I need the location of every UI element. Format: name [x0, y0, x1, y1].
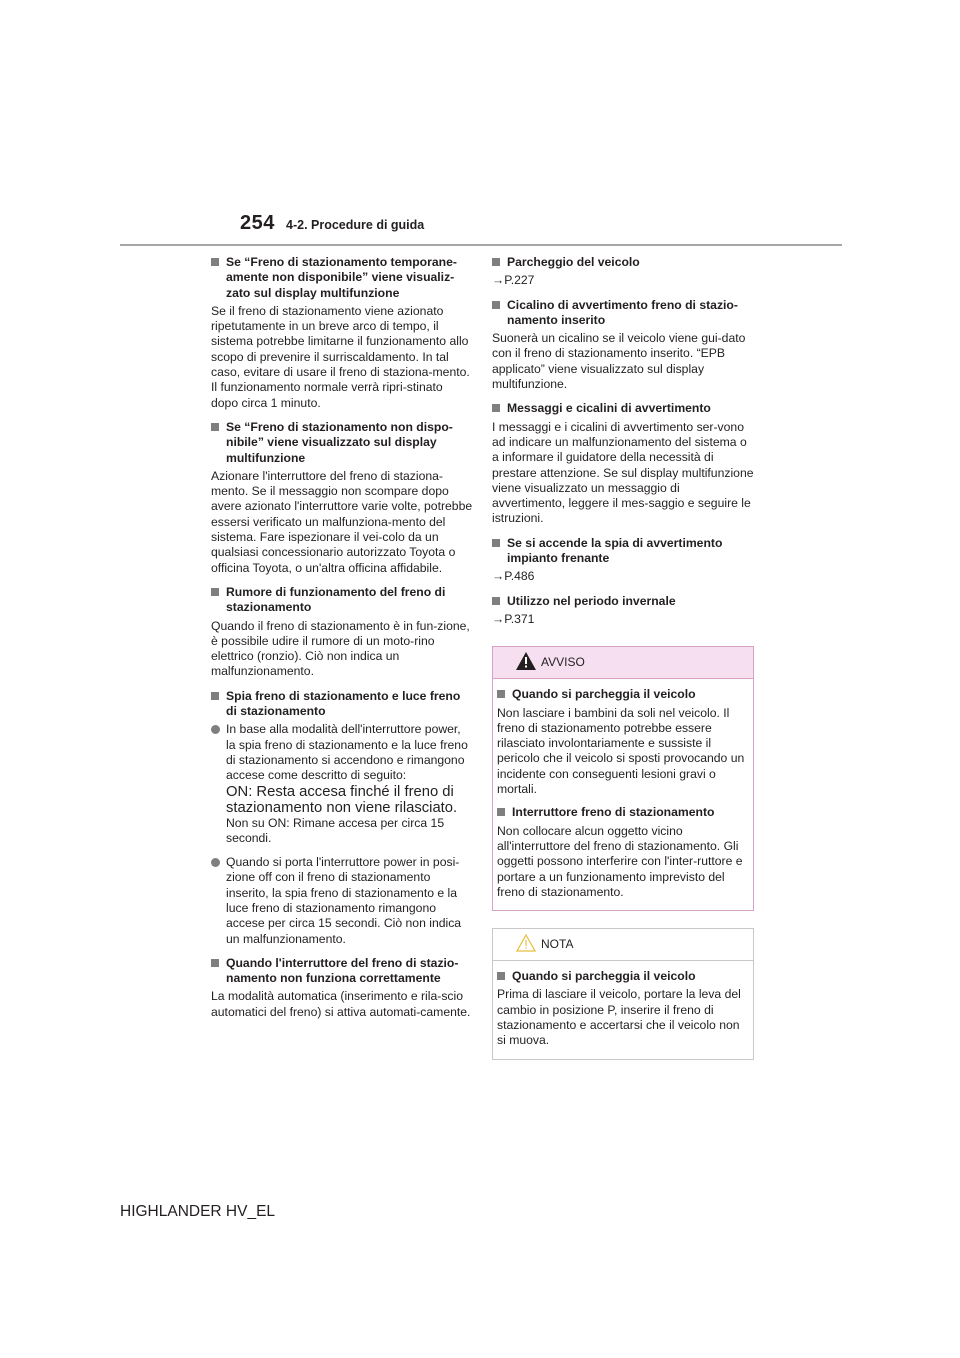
square-bullet-icon: [211, 588, 219, 596]
nota-label: NOTA: [541, 937, 574, 952]
section-heading: Rumore di funzionamento del freno di stazionamento: [211, 585, 473, 616]
bullet-item: Quando si porta l'interruttore power in posi-zione off con il freno di stazionamento inserito, la spia freno di stazionamento e la luce freno di stazionamento rimangono accese per circa 15 secondi. Ciò non indica un malfunzionamento.: [211, 855, 473, 947]
paragraph: Azionare l'interruttore del freno di staziona-mento. Se il messaggio non scompare dopo avere azionato l'interruttore varie volte, potrebbe essersi verificato un malfunziona-mento del sistema. Fare ispezionare il vei-colo da un qualsiasi concessionario autorizzato Toyota o officina Toyota, o un'altra officina affidabile.: [211, 468, 473, 575]
paragraph: I messaggi e i cicalini di avvertimento ser-vono ad indicare un malfunzionamento del sistema o a informare il guidatore della necessità di prestare attenzione. Se sul display multifunzione viene visualizzato un messaggio di avvertimento, leggere il mes-saggio e seguire le istruzioni.: [492, 419, 754, 526]
section-heading: Parcheggio del veicolo: [492, 255, 754, 270]
footer-model: HIGHLANDER HV_EL: [120, 1203, 276, 1220]
section-heading: Cicalino di avvertimento freno di stazio-namento inserito: [492, 298, 754, 329]
square-bullet-icon: [492, 258, 500, 266]
section-title: 4-2. Procedure di guida: [286, 218, 425, 232]
section-heading: Messaggi e cicalini di avvertimento: [492, 401, 754, 416]
box-heading: Quando si parcheggia il veicolo: [497, 969, 749, 984]
square-bullet-icon: [211, 959, 219, 967]
right-column: [492, 255, 754, 1060]
avviso-box: [492, 646, 754, 911]
box-heading: Interruttore freno di stazionamento: [497, 805, 749, 820]
square-bullet-icon: [492, 539, 500, 547]
header-rule: [120, 244, 842, 246]
section-heading: Utilizzo nel periodo invernale: [492, 594, 754, 609]
warning-triangle-icon: [516, 652, 536, 670]
nota-box: [492, 928, 754, 1059]
box-heading: Quando si parcheggia il veicolo: [497, 687, 749, 702]
avviso-label: AVVISO: [541, 655, 585, 670]
circle-bullet-icon: [211, 858, 220, 867]
circle-bullet-icon: [211, 725, 220, 734]
paragraph: La modalità automatica (inserimento e rila-scio automatici del freno) si attiva automati-camente.: [211, 989, 471, 1019]
paragraph: Quando il freno di stazionamento è in fun-zione, è possibile udire il rumore di un moto-rino elettrico (ronzio). Ciò non indica un malfunzionamento.: [211, 618, 470, 679]
page-reference-link[interactable]: →P.227: [492, 273, 535, 288]
section-heading: Se si accende la spia di avvertimento impianto frenante: [492, 536, 754, 567]
section-heading: Se “Freno di stazionamento non dispo-nibile” viene visualizzato sul display multifunzione: [211, 420, 473, 466]
off-mode-text: Non su ON: Rimane accesa per circa 15 secondi.: [226, 815, 445, 845]
left-column: [211, 255, 473, 1029]
page-reference-link[interactable]: →P.371: [492, 611, 535, 626]
section-heading: Quando l'interruttore del freno di stazio-namento non funziona correttamente: [211, 956, 473, 987]
square-bullet-icon: [211, 692, 219, 700]
square-bullet-icon: [497, 808, 505, 816]
section-heading: Se “Freno di stazionamento temporane-amente non disponibile” viene visualiz-zato sul display multifunzione: [211, 255, 473, 301]
page-reference-link[interactable]: →P.486: [492, 569, 535, 584]
square-bullet-icon: [492, 301, 500, 309]
square-bullet-icon: [492, 597, 500, 605]
square-bullet-icon: [211, 423, 219, 431]
paragraph: Suonerà un cicalino se il veicolo viene gui-dato con il freno di stazionamento inserito. “EPB applicato” viene visualizzato sul display multifunzione.: [492, 331, 746, 392]
caution-triangle-icon: [516, 934, 536, 952]
nota-header: [493, 929, 753, 961]
square-bullet-icon: [497, 690, 505, 698]
avviso-header: [493, 647, 753, 679]
box-paragraph: Prima di lasciare il veicolo, portare la leva del cambio in posizione P, inserire il freno di stazionamento e accertarsi che il veicolo non si muova.: [497, 987, 741, 1048]
bullet-item: In base alla modalità dell'interruttore power, la spia freno di stazionamento e la luce freno di stazionamento si accendono e rimangono accese come descritto di seguito: ON: Resta accesa finché il freno di stazionamento non viene rilasciato. Non su ON: Rimane accesa per circa 15 secondi.: [211, 722, 473, 846]
box-paragraph: Non collocare alcun oggetto vicino all'interruttore del freno di stazionamento. Gli oggetti possono interferire con l'inter-ruttore e portare a un funzionamento imprevisto del freno di stazionamento.: [497, 823, 743, 899]
paragraph: Se il freno di stazionamento viene azionato ripetutamente in un breve arco di tempo, il sistema potrebbe limitarne il funzionamento allo scopo di prevenire il surriscaldamento. In tal caso, evitare di usare il freno di staziona-mento. Il funzionamento normale verrà ripri-stinato dopo circa 1 minuto.: [211, 303, 470, 410]
page-number: 254: [240, 212, 275, 234]
square-bullet-icon: [211, 258, 219, 266]
square-bullet-icon: [492, 404, 500, 412]
section-heading: Spia freno di stazionamento e luce freno di stazionamento: [211, 689, 473, 720]
on-mode-text: ON: Resta accesa finché il freno di stazionamento non viene rilasciato.: [226, 783, 458, 816]
box-paragraph: Non lasciare i bambini da soli nel veicolo. Il freno di stazionamento potrebbe essere rilasciato involontariamente e sussiste il pericolo che il veicolo si sposti provocando un incidente con conseguenti lesioni gravi o mortali.: [497, 705, 745, 797]
square-bullet-icon: [497, 972, 505, 980]
